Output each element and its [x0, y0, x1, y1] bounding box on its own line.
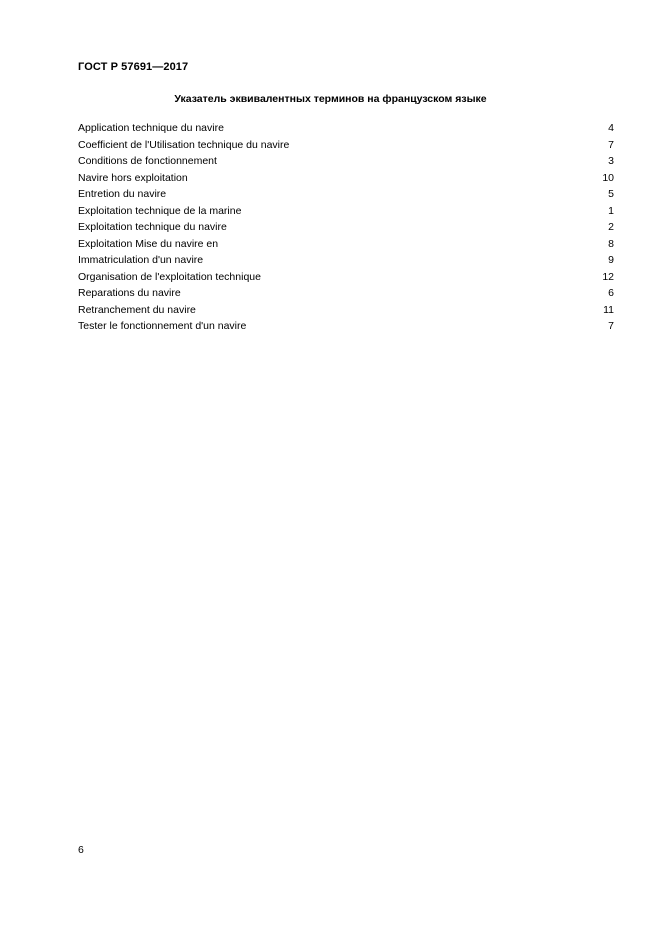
- list-item: [78, 285, 614, 302]
- list-item: [78, 153, 614, 170]
- term-number: 1: [608, 204, 614, 217]
- term-number: 8: [608, 237, 614, 250]
- index-title: Указатель эквивалентных терминов на французском языке: [174, 93, 487, 105]
- list-item: [78, 203, 614, 220]
- list-item: [78, 302, 614, 319]
- term-name: Exploitation Mise du navire en: [78, 237, 219, 250]
- term-number: 9: [608, 254, 614, 266]
- list-item: [78, 236, 614, 253]
- term-number: 7: [608, 138, 614, 151]
- term-number: 4: [608, 122, 614, 134]
- list-item: [78, 137, 614, 154]
- term-name: Application technique du navire: [78, 122, 224, 134]
- list-item: [78, 252, 614, 269]
- page-number: 6: [78, 844, 84, 856]
- term-number: 10: [602, 171, 614, 184]
- term-name: Navire hors exploitation: [78, 171, 188, 184]
- term-number: 7: [608, 320, 614, 332]
- document-code: ГОСТ Р 57691—2017: [78, 61, 189, 73]
- term-number: 6: [608, 287, 614, 299]
- term-name: Coefficient de l'Utilisation technique du navire: [78, 138, 290, 151]
- term-name: Exploitation technique du navire: [78, 221, 227, 233]
- term-name: Conditions de fonctionnement: [78, 155, 217, 167]
- term-number: 12: [602, 270, 614, 283]
- term-name: Entretion du navire: [78, 188, 167, 200]
- term-name: Retranchement du navire: [78, 303, 196, 316]
- list-item: [78, 170, 614, 187]
- term-name: Exploitation technique de la marine: [78, 204, 242, 217]
- term-number: 2: [608, 221, 614, 233]
- term-index-list: [78, 120, 614, 335]
- list-item: [78, 186, 614, 203]
- term-name: Reparations du navire: [78, 287, 181, 299]
- term-number: 5: [608, 188, 614, 200]
- term-number: 3: [608, 155, 614, 167]
- list-item: [78, 269, 614, 286]
- term-name: Tester le fonctionnement d'un navire: [78, 320, 247, 332]
- term-number: 11: [603, 303, 614, 316]
- term-name: Immatriculation d'un navire: [78, 254, 204, 266]
- list-item: [78, 120, 614, 137]
- list-item: [78, 318, 614, 335]
- list-item: [78, 219, 614, 236]
- term-name: Organisation de l'exploitation technique: [78, 270, 261, 283]
